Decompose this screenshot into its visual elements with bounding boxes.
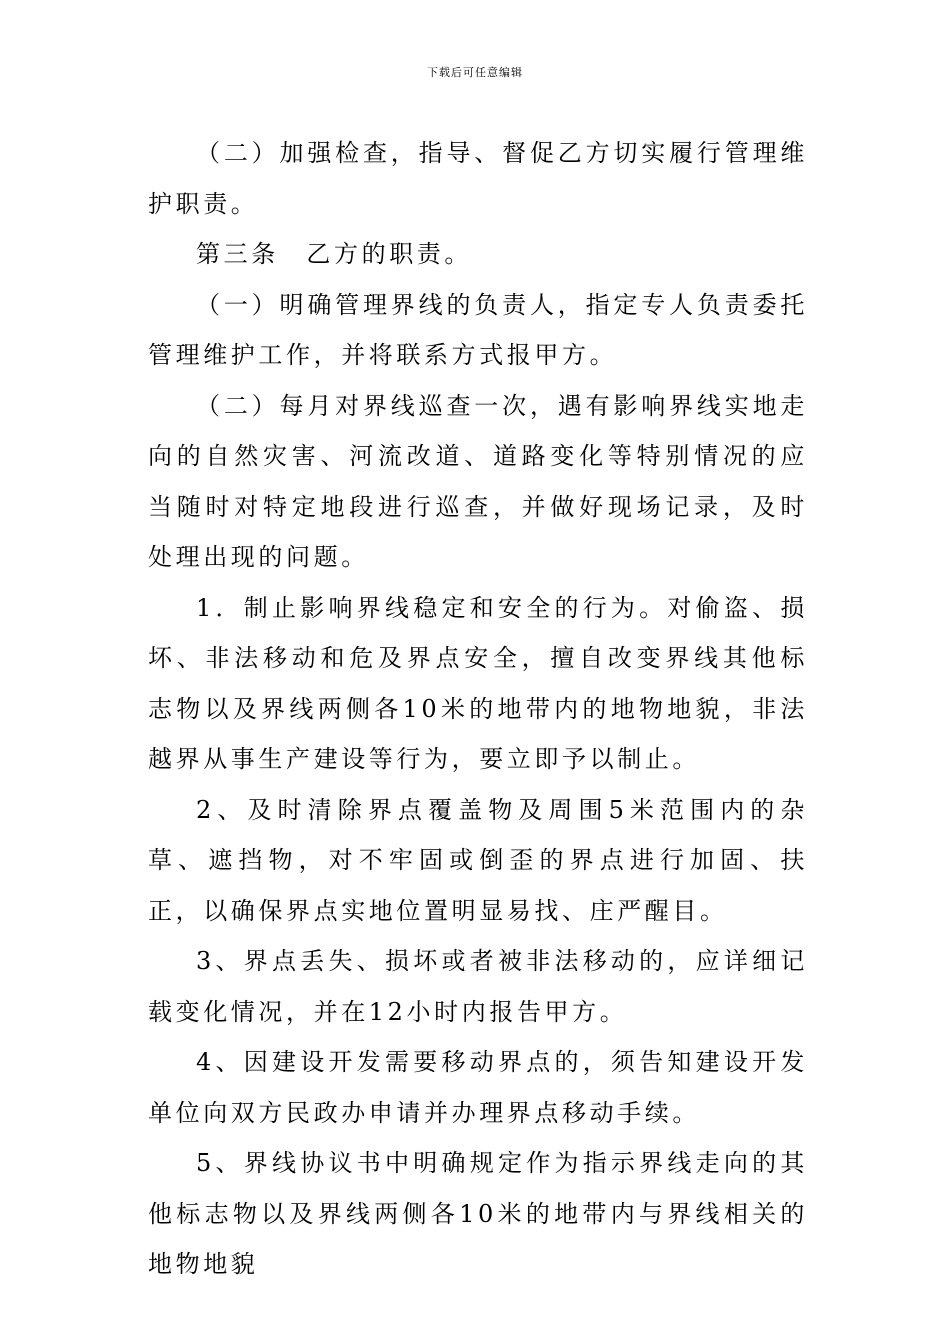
paragraph-inspection: （二）加强检查，指导、督促乙方切实履行管理维护职责。 [148,139,808,218]
document-body [148,128,808,1290]
list-item-4: 4、因建设开发需要移动界点的，须告知建设开发单位向双方民政办申请并办理界点移动手续。 [148,1048,808,1127]
paragraph-monthly-patrol: （二）每月对界线巡查一次，遇有影响界线实地走向的自然灾害、河流改道、道路变化等特别情况的应当随时对特定地段进行巡查，并做好现场记录，及时处理出现的问题。 [148,391,808,571]
list-item-3: 3、界点丢失、损坏或者被非法移动的，应详细记载变化情况，并在12小时内报告甲方。 [148,947,808,1026]
list-item-5: 5、界线协议书中明确规定作为指示界线走向的其他标志物以及界线两侧各10米的地带内与界线相关的地物地貌 [148,1149,808,1278]
list-item-1: 1．制止影响界线稳定和安全的行为。对偷盗、损坏、非法移动和危及界点安全，擅自改变界线其他标志物以及界线两侧各10米的地带内的地物地貌，非法越界从事生产建设等行为，要立即予以制止。 [148,593,808,773]
article-three-heading: 第三条 乙方的职责。 [196,240,472,268]
paragraph-responsible-person: （一）明确管理界线的负责人，指定专人负责委托管理维护工作，并将联系方式报甲方。 [148,290,808,369]
page-header: 下载后可任意编辑 [427,66,523,79]
list-item-2: 2、及时清除界点覆盖物及周围5米范围内的杂草、遮挡物，对不牢固或倒歪的界点进行加固、扶正，以确保界点实地位置明显易找、庄严醒目。 [148,795,808,925]
